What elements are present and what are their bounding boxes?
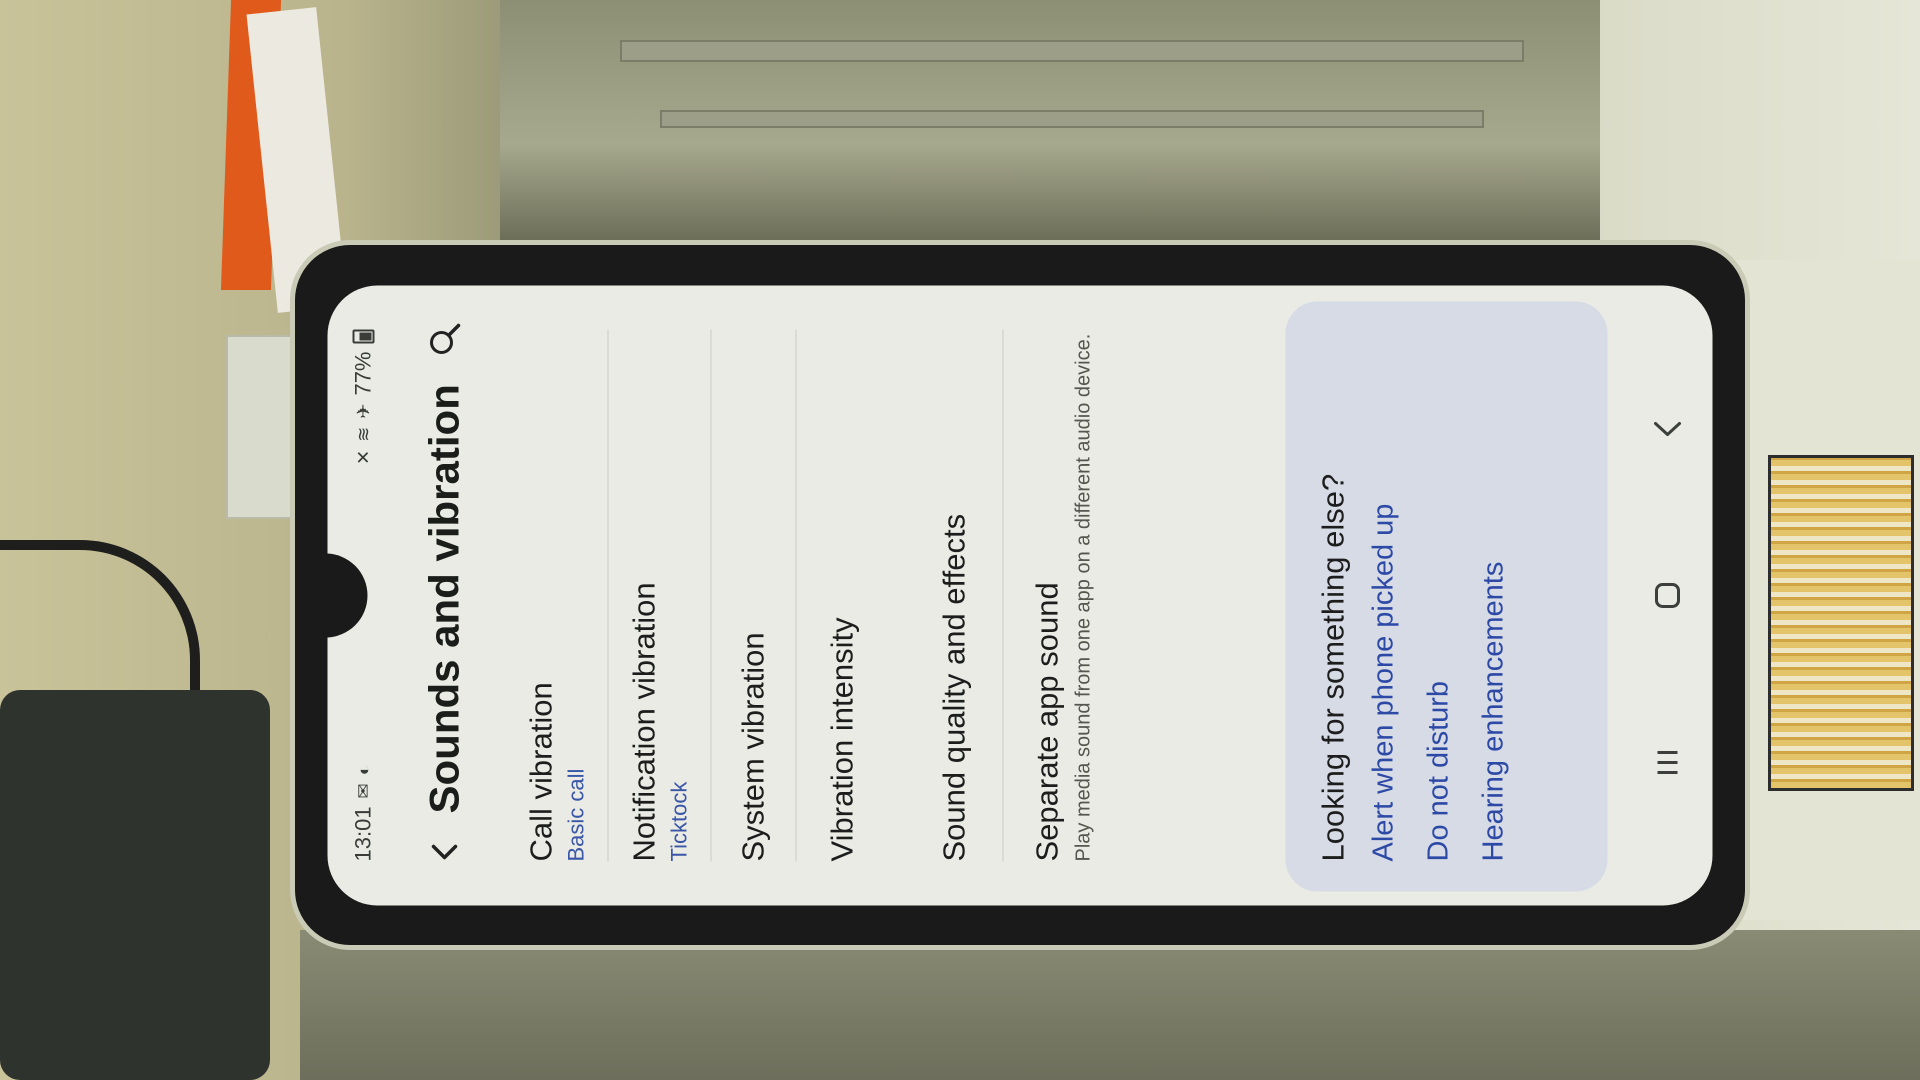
separate-app-sound-description: Play media sound from one app on a different audio device. bbox=[1072, 333, 1095, 862]
back-button[interactable] bbox=[421, 828, 469, 876]
home-icon bbox=[1654, 582, 1682, 610]
alert-when-picked-up-link[interactable]: Alert when phone picked up bbox=[1367, 503, 1400, 862]
vibration-intensity-item[interactable] bbox=[797, 286, 891, 906]
chevron-left-icon bbox=[430, 837, 460, 867]
camera-device bbox=[0, 690, 270, 1080]
sound-quality-item[interactable] bbox=[891, 286, 1003, 906]
back-icon bbox=[1653, 417, 1683, 441]
notification-vibration-item[interactable] bbox=[609, 286, 711, 906]
separate-app-sound-item[interactable] bbox=[1004, 286, 1115, 906]
suggestions-title: Looking for something else? bbox=[1315, 473, 1351, 862]
background-rail bbox=[660, 110, 1484, 128]
status-bar bbox=[328, 286, 388, 906]
navigation-bar bbox=[1623, 286, 1713, 906]
wifi-icon: ≋ bbox=[353, 426, 373, 442]
nav-back-button[interactable] bbox=[1638, 399, 1698, 459]
background-rail bbox=[620, 40, 1524, 62]
notification-vibration-title: Notification vibration bbox=[626, 582, 662, 862]
system-vibration-title: System vibration bbox=[735, 632, 771, 862]
app-header bbox=[400, 286, 490, 906]
warning-sticker bbox=[1768, 455, 1914, 791]
airplane-icon: ✈ bbox=[353, 403, 373, 419]
suggestions-card bbox=[1286, 302, 1608, 892]
separate-app-sound-title: Separate app sound bbox=[1029, 582, 1065, 862]
message-icon: ✉ bbox=[353, 783, 373, 799]
call-vibration-value: Basic call bbox=[563, 768, 589, 862]
status-time: 13:01 bbox=[350, 806, 376, 862]
hearing-enhancements-link[interactable]: Hearing enhancements bbox=[1477, 561, 1510, 862]
sound-quality-title: Sound quality and effects bbox=[936, 513, 972, 862]
call-vibration-title: Call vibration bbox=[523, 682, 559, 862]
search-icon bbox=[428, 323, 462, 357]
recents-button[interactable] bbox=[1638, 732, 1698, 792]
search-button[interactable] bbox=[421, 316, 469, 364]
recents-icon bbox=[1656, 747, 1680, 777]
call-vibration-item[interactable] bbox=[506, 286, 608, 906]
phone-device bbox=[290, 240, 1750, 950]
mute-icon: ✕ bbox=[353, 449, 373, 465]
page-title: Sounds and vibration bbox=[420, 384, 468, 814]
battery-icon bbox=[353, 330, 375, 344]
system-vibration-item[interactable] bbox=[712, 286, 796, 906]
notification-vibration-value: Ticktock bbox=[666, 781, 692, 862]
vibration-intensity-title: Vibration intensity bbox=[824, 617, 860, 862]
background-floor bbox=[300, 930, 1920, 1080]
phone-mount-clamp bbox=[226, 335, 296, 519]
do-not-disturb-link[interactable]: Do not disturb bbox=[1422, 680, 1455, 862]
phone-screen bbox=[328, 286, 1713, 906]
settings-list bbox=[506, 286, 1115, 906]
sync-icon: ◐ bbox=[353, 764, 373, 776]
battery-percent: 77% bbox=[350, 351, 376, 396]
home-button[interactable] bbox=[1638, 566, 1698, 626]
